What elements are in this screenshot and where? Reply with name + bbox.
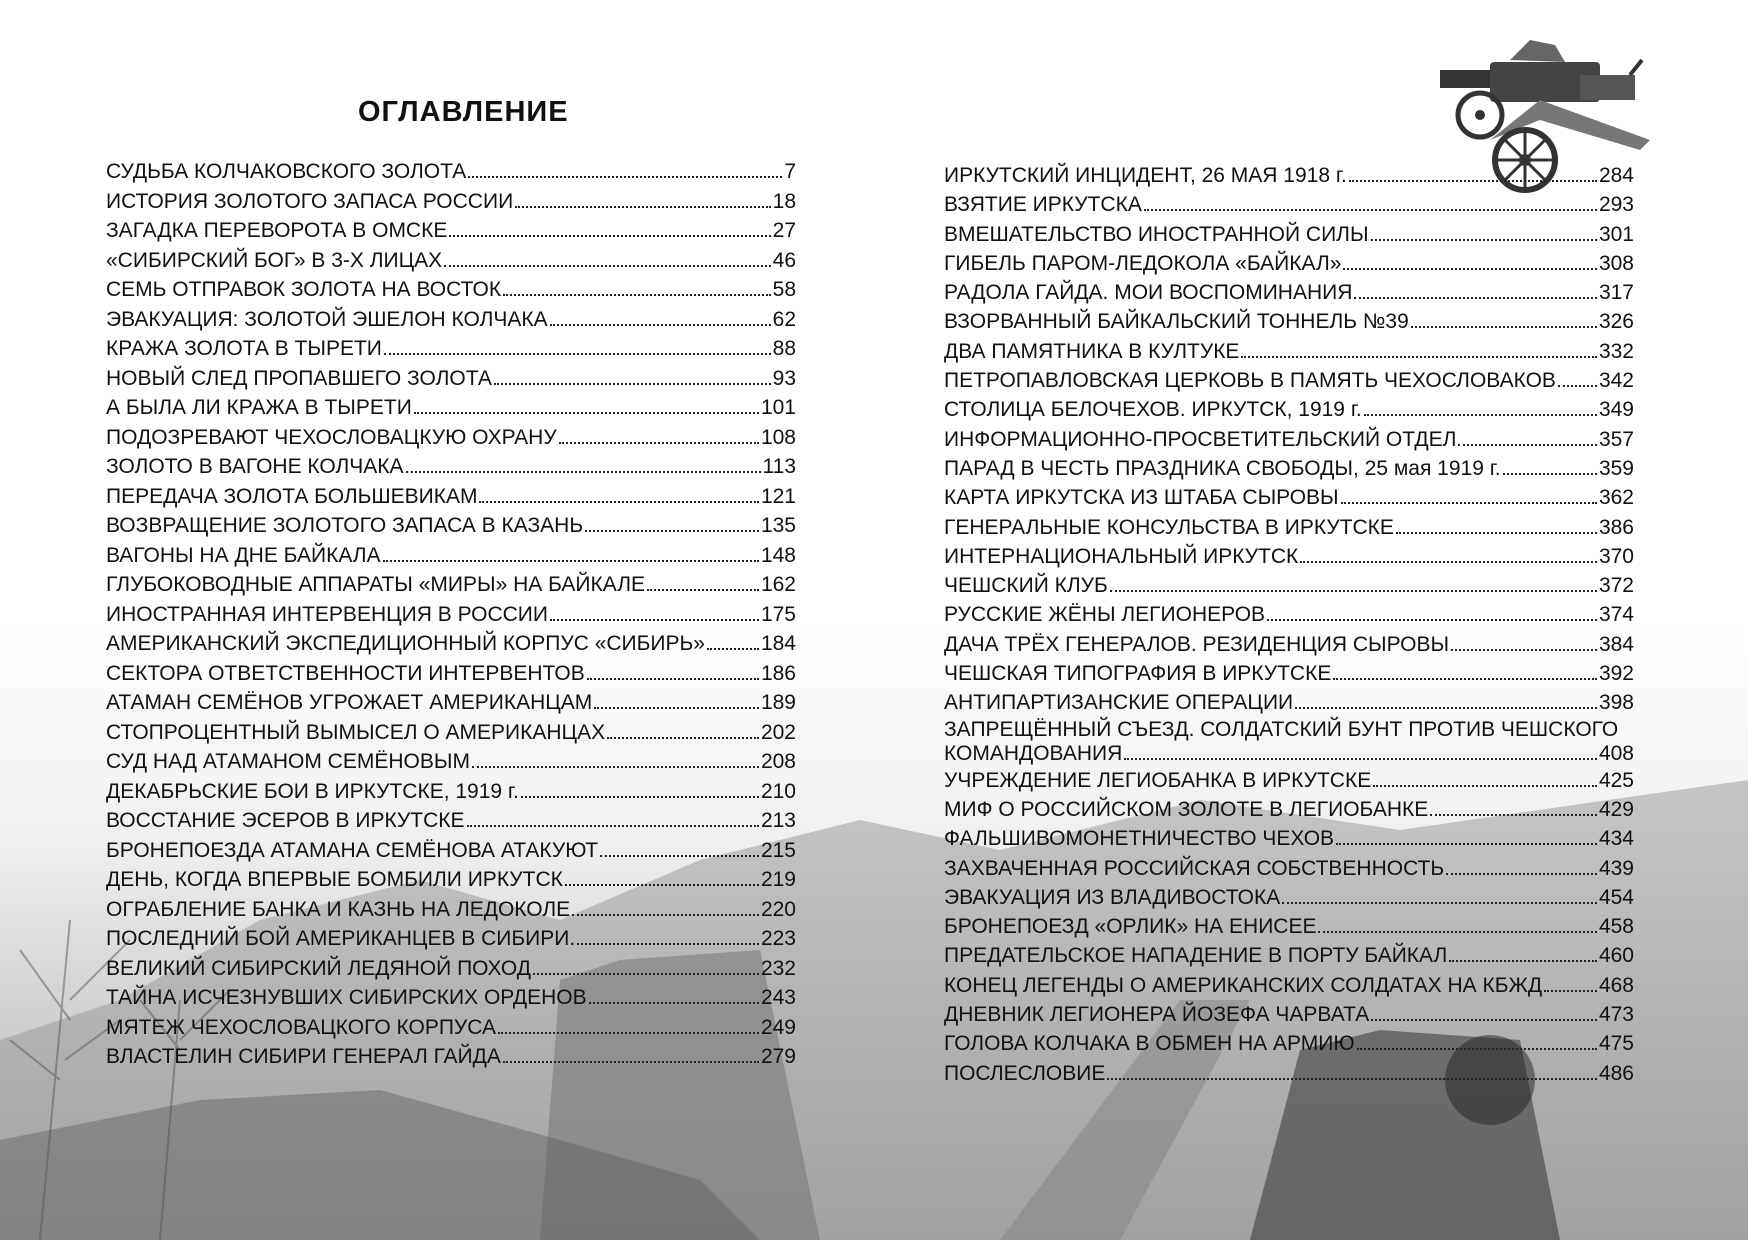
toc-entry-title: ПАРАД В ЧЕСТЬ ПРАЗДНИКА СВОБОДЫ, 25 мая 1919 г. (944, 456, 1501, 480)
toc-entry[interactable] (944, 454, 1634, 483)
toc-leader-dots (1349, 180, 1597, 182)
toc-entry-title: ГЛУБОКОВОДНЫЕ АППАРАТЫ «МИРЫ» НА БАЙКАЛЕ (106, 573, 646, 596)
toc-entry[interactable] (944, 483, 1634, 512)
toc-entry[interactable] (944, 971, 1634, 1000)
toc-entry-title: БРОНЕПОЕЗД «ОРЛИК» НА ЕНИСЕЕ (944, 915, 1317, 939)
toc-leader-dots (1341, 502, 1597, 504)
toc-page-number: 113 (762, 455, 796, 478)
toc-entry[interactable] (944, 941, 1634, 970)
toc-page-number: 223 (760, 927, 796, 950)
toc-entry-title: РАДОЛА ГАЙДА. МОИ ВОСПОМИНАНИЯ (944, 281, 1353, 305)
toc-entry-title: ГЕНЕРАЛЬНЫЕ КОНСУЛЬСТВА В ИРКУТСКЕ (944, 515, 1394, 539)
toc-entry-title: ДАЧА ТРЁХ ГЕНЕРАЛОВ. РЕЗИДЕНЦИЯ СЫРОВЫ (944, 632, 1450, 656)
toc-leader-dots (587, 678, 759, 680)
toc-page-number: 284 (1598, 164, 1634, 187)
toc-leader-dots (1371, 1019, 1597, 1021)
toc-leader-dots (1373, 785, 1597, 787)
toc-entry[interactable] (944, 795, 1634, 824)
toc-leader-dots (503, 294, 771, 296)
toc-page-number: 359 (1598, 456, 1634, 480)
toc-page-number: 317 (1598, 281, 1634, 305)
toc-leader-dots (1241, 356, 1597, 358)
toc-entry[interactable] (106, 570, 796, 600)
toc-entry-title: ЗОЛОТО В ВАГОНЕ КОЛЧАКА (106, 455, 404, 478)
toc-page-number: 386 (1598, 515, 1634, 539)
toc-entry-title: ПОСЛЕСЛОВИЕ (944, 1061, 1106, 1085)
toc-entry-title: МЯТЕЖ ЧЕХОСЛОВАЦКОГО КОРПУСА (106, 1015, 496, 1039)
toc-entry[interactable] (944, 824, 1634, 853)
toc-entry-title-cont: КОМАНДОВАНИЯ (944, 741, 1123, 765)
toc-leader-dots (521, 796, 759, 798)
toc-page-number: 232 (760, 956, 796, 980)
toc-page-number: 101 (760, 396, 796, 419)
toc-leader-dots (1357, 1048, 1597, 1050)
toc-entry[interactable] (944, 307, 1634, 336)
toc-leader-dots (468, 176, 782, 178)
toc-page-number: 392 (1598, 662, 1634, 686)
toc-leader-dots (1336, 843, 1597, 845)
toc-entry-title: ИНОСТРАННАЯ ИНТЕРВЕНЦИЯ В РОССИИ (106, 602, 548, 626)
toc-entry-title: СЕКТОРА ОТВЕТСТВЕННОСТИ ИНТЕРВЕНТОВ (106, 661, 585, 685)
toc-entry[interactable] (106, 187, 796, 217)
toc-entry-title: ЗАГАДКА ПЕРЕВОРОТА В ОМСКЕ (106, 219, 448, 242)
toc-page-number: 27 (772, 219, 796, 242)
toc-page-number: 219 (760, 868, 796, 891)
toc-entry-title: СЕМЬ ОТПРАВОК ЗОЛОТА НА ВОСТОК (106, 278, 502, 301)
toc-entry[interactable] (944, 278, 1634, 307)
toc-leader-dots (1144, 209, 1597, 211)
toc-entry-title: ДЕКАБРЬСКИЕ БОИ В ИРКУТСКЕ, 1919 г. (106, 779, 519, 803)
toc-page-number: 370 (1598, 544, 1634, 568)
toc-entry-title: ЗАХВАЧЕННАЯ РОССИЙСКАЯ СОБСТВЕННОСТЬ (944, 856, 1445, 880)
toc-entry[interactable] (944, 190, 1634, 219)
toc-page-number: 301 (1598, 222, 1634, 246)
toc-leader-dots (1300, 561, 1597, 563)
toc-page-number: 326 (1598, 310, 1634, 334)
toc-entry[interactable] (106, 688, 796, 718)
toc-page-number: 374 (1598, 603, 1634, 627)
toc-page-number: 121 (760, 484, 796, 508)
toc-entry-title: ВЕЛИКИЙ СИБИРСКИЙ ЛЕДЯНОЙ ПОХОД (106, 956, 531, 980)
toc-leader-dots (1107, 1078, 1597, 1080)
toc-entry[interactable] (944, 912, 1634, 941)
toc-page-number: 384 (1598, 632, 1634, 656)
toc-entry[interactable] (106, 157, 796, 187)
toc-page-number: 425 (1598, 768, 1634, 792)
toc-entry[interactable] (106, 629, 796, 659)
toc-entry-title: А БЫЛА ЛИ КРАЖА В ТЫРЕТИ (106, 396, 412, 419)
toc-entry-title: ЭВАКУАЦИЯ ИЗ ВЛАДИВОСТОКА (944, 885, 1281, 909)
toc-page-number: 243 (760, 986, 796, 1009)
toc-entry[interactable] (106, 541, 796, 571)
toc-entry[interactable] (106, 747, 796, 777)
toc-leader-dots (647, 589, 759, 591)
toc-entry-title: ОГРАБЛЕНИЕ БАНКА И КАЗНЬ НА ЛЕДОКОЛЕ (106, 897, 571, 921)
toc-entry-title: ИСТОРИЯ ЗОЛОТОГО ЗАПАСА РОССИИ (106, 189, 514, 213)
toc-leader-dots (533, 973, 759, 975)
toc-entry-title: СТОЛИЦА БЕЛОЧЕХОВ. ИРКУТСК, 1919 г. (944, 398, 1362, 422)
toc-leader-dots (1333, 678, 1597, 680)
toc-entry[interactable] (944, 425, 1634, 454)
toc-page-number: 108 (760, 425, 796, 449)
toc-page-number: 349 (1598, 398, 1634, 422)
toc-page-number: 439 (1598, 856, 1634, 880)
toc-leader-dots (498, 1032, 759, 1034)
toc-leader-dots (1458, 444, 1597, 446)
toc-entry-line2 (944, 742, 1634, 766)
toc-leader-dots (1267, 619, 1597, 621)
toc-page-number: 220 (760, 897, 796, 921)
toc-page-number: 372 (1598, 574, 1634, 598)
toc-entry-title: АТАМАН СЕМЁНОВ УГРОЖАЕТ АМЕРИКАНЦАМ (106, 691, 593, 714)
toc-entry[interactable] (106, 452, 796, 482)
toc-entry-title: МИФ О РОССИЙСКОМ ЗОЛОТЕ В ЛЕГИОБАНКЕ (944, 797, 1429, 821)
toc-leader-dots (1558, 385, 1597, 387)
toc-left-column (106, 157, 796, 1072)
toc-page-number: 342 (1598, 369, 1634, 393)
toc-leader-dots (1354, 297, 1597, 299)
toc-entry-title: ВМЕШАТЕЛЬСТВО ИНОСТРАННОЙ СИЛЫ (944, 222, 1369, 246)
toc-entry-title: ГОЛОВА КОЛЧАКА В ОБМЕН НА АРМИЮ (944, 1032, 1355, 1056)
toc-leader-dots (494, 383, 771, 385)
toc-page-number: 184 (760, 632, 796, 655)
toc-leader-dots (1503, 473, 1597, 475)
toc-page-number: 249 (760, 1015, 796, 1039)
toc-page-number: 473 (1598, 1003, 1634, 1027)
toc-entry[interactable] (944, 1029, 1634, 1058)
toc-leader-dots (515, 206, 770, 208)
toc-entry-title: ПЕРЕДАЧА ЗОЛОТА БОЛЬШЕВИКАМ (106, 484, 478, 508)
toc-entry[interactable] (944, 854, 1634, 883)
toc-right-column (944, 161, 1634, 1088)
toc-entry-title: УЧРЕЖДЕНИЕ ЛЕГИОБАНКА В ИРКУТСКЕ (944, 768, 1372, 792)
toc-entry[interactable] (106, 806, 796, 836)
toc-entry-title: ИРКУТСКИЙ ИНЦИДЕНТ, 26 МАЯ 1918 г. (944, 164, 1347, 187)
toc-entry[interactable] (106, 954, 796, 984)
toc-entry-title: ЧЕШСКИЙ КЛУБ (944, 574, 1108, 598)
toc-entry[interactable] (944, 688, 1634, 717)
toc-leader-dots (607, 737, 759, 739)
toc-entry[interactable] (944, 395, 1634, 424)
toc-entry-title: АНТИПАРТИЗАНСКИЕ ОПЕРАЦИИ (944, 691, 1294, 715)
toc-entry[interactable] (944, 600, 1634, 629)
toc-leader-dots (1371, 239, 1597, 241)
toc-leader-dots (472, 766, 759, 768)
toc-leader-dots (1282, 902, 1597, 904)
toc-entry-title: КАРТА ИРКУТСКА ИЗ ШТАБА СЫРОВЫ (944, 486, 1339, 510)
toc-entry-title: ПРЕДАТЕЛЬСКОЕ НАПАДЕНИЕ В ПОРТУ БАЙКАЛ (944, 944, 1448, 968)
toc-entry-title: ПЕТРОПАВЛОВСКАЯ ЦЕРКОВЬ В ПАМЯТЬ ЧЕХОСЛОВАКОВ (944, 369, 1556, 393)
toc-entry[interactable] (944, 542, 1634, 571)
toc-page-number: 148 (760, 543, 796, 567)
toc-entry[interactable] (106, 305, 796, 335)
toc-leader-dots (550, 619, 759, 621)
toc-entry-title: ФАЛЬШИВОМОНЕТНИЧЕСТВО ЧЕХОВ (944, 827, 1335, 851)
toc-entry[interactable] (944, 883, 1634, 912)
toc-entry[interactable] (106, 836, 796, 866)
toc-page-number: 18 (772, 189, 796, 213)
toc-entry-title: ПОСЛЕДНИЙ БОЙ АМЕРИКАНЦЕВ В СИБИРИ. (106, 927, 576, 950)
toc-page-number: 62 (772, 307, 796, 331)
toc-entry[interactable] (106, 393, 796, 423)
toc-entry[interactable] (106, 1042, 796, 1072)
toc-entry[interactable] (106, 482, 796, 512)
toc-entry-title: ВОЗВРАЩЕНИЕ ЗОЛОТОГО ЗАПАСА В КАЗАНЬ (106, 514, 584, 537)
toc-entry-title: ЗАПРЕЩЁННЫЙ СЪЕЗД. СОЛДАТСКИЙ БУНТ ПРОТИВ ЧЕШСКОГО (944, 717, 1619, 741)
toc-leader-dots (414, 412, 759, 414)
toc-entry-title: БРОНЕПОЕЗДА АТАМАНА СЕМЁНОВА АТАКУЮТ (106, 838, 599, 862)
toc-page-number: 357 (1598, 427, 1634, 451)
toc-entry[interactable] (944, 1000, 1634, 1029)
toc-entry[interactable] (106, 1013, 796, 1043)
toc-entry[interactable] (944, 1059, 1634, 1088)
toc-leader-dots (577, 943, 759, 945)
toc-entry-title: СУД НАД АТАМАНОМ СЕМЁНОВЫМ (106, 750, 470, 773)
toc-leader-dots (1364, 414, 1597, 416)
toc-page-number: 408 (1598, 741, 1634, 765)
page-title: ОГЛАВЛЕНИЕ (358, 96, 569, 128)
toc-entry-title: ИНТЕРНАЦИОНАЛЬНЫЙ ИРКУТСК (944, 544, 1299, 568)
toc-page-number: 475 (1598, 1032, 1634, 1056)
toc-leader-dots (503, 1061, 759, 1063)
toc-page-number: 58 (772, 278, 796, 301)
toc-leader-dots (1544, 990, 1597, 992)
toc-entry[interactable] (106, 423, 796, 453)
toc-leader-dots (550, 324, 771, 326)
toc-entry[interactable] (944, 630, 1634, 659)
toc-page-number: 135 (760, 514, 796, 537)
toc-entry-title: ДВА ПАМЯТНИКА В КУЛТУКЕ (944, 339, 1240, 363)
toc-entry[interactable] (106, 275, 796, 305)
toc-entry[interactable] (106, 659, 796, 689)
toc-page-number: 208 (760, 750, 796, 773)
toc-page-number: 93 (772, 366, 796, 390)
toc-entry-title: «СИБИРСКИЙ БОГ» В 3-Х ЛИЦАХ (106, 248, 443, 272)
toc-entry[interactable] (106, 924, 796, 954)
toc-entry[interactable] (106, 718, 796, 748)
toc-leader-dots (1449, 960, 1597, 962)
toc-page-number: 175 (760, 602, 796, 626)
toc-leader-dots (1110, 590, 1597, 592)
toc-leader-dots (384, 353, 771, 355)
toc-entry[interactable] (944, 513, 1634, 542)
toc-leader-dots (1124, 758, 1597, 760)
toc-entry-title: ТАЙНА ИСЧЕЗНУВШИХ СИБИРСКИХ ОРДЕНОВ (106, 986, 587, 1009)
toc-leader-dots (1343, 268, 1597, 270)
toc-entry-title: ВЗОРВАННЫЙ БАЙКАЛЬСКИЙ ТОННЕЛЬ №39 (944, 310, 1409, 334)
toc-page-number: 210 (760, 779, 796, 803)
toc-entry[interactable] (106, 600, 796, 630)
toc-leader-dots (594, 707, 759, 709)
toc-page-number: 398 (1598, 691, 1634, 715)
toc-entry[interactable] (944, 766, 1634, 795)
toc-entry-title: КОНЕЦ ЛЕГЕНДЫ О АМЕРИКАНСКИХ СОЛДАТАХ НА КБЖД (944, 973, 1543, 997)
toc-page-number: 454 (1598, 885, 1634, 909)
toc-entry[interactable] (944, 249, 1634, 278)
toc-entry-title: НОВЫЙ СЛЕД ПРОПАВШЕГО ЗОЛОТА (106, 366, 492, 390)
toc-page-number: 189 (760, 691, 796, 714)
toc-entry-title: ЭВАКУАЦИЯ: ЗОЛОТОЙ ЭШЕЛОН КОЛЧАКА (106, 307, 548, 331)
toc-entry-title: ВЛАСТЕЛИН СИБИРИ ГЕНЕРАЛ ГАЙДА (106, 1045, 501, 1068)
toc-page-number: 468 (1598, 973, 1634, 997)
toc-entry[interactable] (106, 777, 796, 807)
toc-leader-dots (1451, 649, 1597, 651)
toc-page-number: 429 (1598, 797, 1634, 821)
toc-leader-dots (449, 235, 770, 237)
toc-page-number: 7 (784, 160, 796, 183)
toc-page-number: 308 (1598, 251, 1634, 275)
toc-page-number: 186 (760, 661, 796, 685)
toc-entry-title: КРАЖА ЗОЛОТА В ТЫРЕТИ (106, 337, 382, 360)
toc-leader-dots (559, 442, 759, 444)
toc-entry[interactable] (106, 246, 796, 276)
toc-leader-dots (707, 648, 759, 650)
toc-entry-title: ДНЕВНИК ЛЕГИОНЕРА ЙОЗЕФА ЧАРВАТА (944, 1003, 1370, 1027)
toc-leader-dots (565, 884, 759, 886)
toc-entry-title: ДЕНЬ, КОГДА ВПЕРВЫЕ БОМБИЛИ ИРКУТСК (106, 868, 563, 891)
toc-leader-dots (1396, 532, 1597, 534)
toc-page-number: 162 (760, 573, 796, 596)
toc-leader-dots (600, 855, 759, 857)
toc-page-number: 460 (1598, 944, 1634, 968)
toc-leader-dots (572, 914, 759, 916)
toc-entry[interactable] (106, 511, 796, 541)
toc-entry[interactable] (106, 334, 796, 364)
toc-page-number: 279 (760, 1045, 796, 1068)
toc-leader-dots (1411, 326, 1597, 328)
toc-page-number: 215 (760, 838, 796, 862)
toc-entry-title: ВЗЯТИЕ ИРКУТСКА (944, 193, 1142, 217)
toc-page-number: 213 (760, 809, 796, 832)
toc-entry-title: ВАГОНЫ НА ДНЕ БАЙКАЛА (106, 543, 381, 567)
toc-entry-title: ПОДОЗРЕВАЮТ ЧЕХОСЛОВАЦКУЮ ОХРАНУ (106, 425, 557, 449)
toc-entry[interactable] (106, 216, 796, 246)
toc-page-number: 46 (772, 248, 796, 272)
toc-entry-title: РУССКИЕ ЖЁНЫ ЛЕГИОНЕРОВ (944, 603, 1266, 627)
toc-entry[interactable] (106, 364, 796, 394)
toc-entry-title: СТОПРОЦЕНТНЫЙ ВЫМЫСЕЛ О АМЕРИКАНЦАХ (106, 720, 606, 744)
toc-entry-title: ГИБЕЛЬ ПАРОМ-ЛЕДОКОЛА «БАЙКАЛ» (944, 251, 1342, 275)
toc-entry-title: СУДЬБА КОЛЧАКОВСКОГО ЗОЛОТА (106, 160, 467, 183)
toc-leader-dots (1446, 873, 1597, 875)
toc-entry-title: ВОССТАНИЕ ЭСЕРОВ В ИРКУТСКЕ (106, 809, 465, 832)
toc-entry[interactable] (944, 571, 1634, 600)
toc-leader-dots (1295, 707, 1597, 709)
toc-leader-dots (1318, 931, 1596, 933)
toc-page-number: 202 (760, 720, 796, 744)
toc-leader-dots (406, 471, 761, 473)
toc-entry[interactable] (944, 366, 1634, 395)
toc-page-number: 88 (772, 337, 796, 360)
toc-leader-dots (1430, 814, 1597, 816)
toc-leader-dots (589, 1002, 759, 1004)
toc-entry-title: ИНФОРМАЦИОННО-ПРОСВЕТИТЕЛЬСКИЙ ОТДЕЛ (944, 427, 1457, 451)
toc-entry-title: ЧЕШСКАЯ ТИПОГРАФИЯ В ИРКУТСКЕ (944, 662, 1332, 686)
toc-page-number: 362 (1598, 486, 1634, 510)
toc-page-number: 332 (1598, 339, 1634, 363)
toc-entry[interactable] (106, 983, 796, 1013)
toc-leader-dots (479, 501, 758, 503)
toc-page-number: 486 (1598, 1061, 1634, 1085)
toc-entry[interactable] (944, 220, 1634, 249)
toc-entry[interactable] (944, 337, 1634, 366)
toc-entry[interactable] (106, 865, 796, 895)
toc-leader-dots (444, 265, 770, 267)
toc-entry[interactable] (944, 161, 1634, 190)
toc-leader-dots (383, 560, 759, 562)
toc-page-number: 434 (1598, 827, 1634, 851)
toc-page-number: 293 (1598, 193, 1634, 217)
toc-leader-dots (467, 825, 759, 827)
toc-entry[interactable] (944, 659, 1634, 688)
toc-page-number: 458 (1598, 915, 1634, 939)
toc-entry-title: АМЕРИКАНСКИЙ ЭКСПЕДИЦИОННЫЙ КОРПУС «СИБИРЬ» (106, 632, 705, 655)
toc-entry[interactable] (944, 718, 1634, 766)
toc-entry[interactable] (106, 895, 796, 925)
toc-leader-dots (585, 530, 759, 532)
